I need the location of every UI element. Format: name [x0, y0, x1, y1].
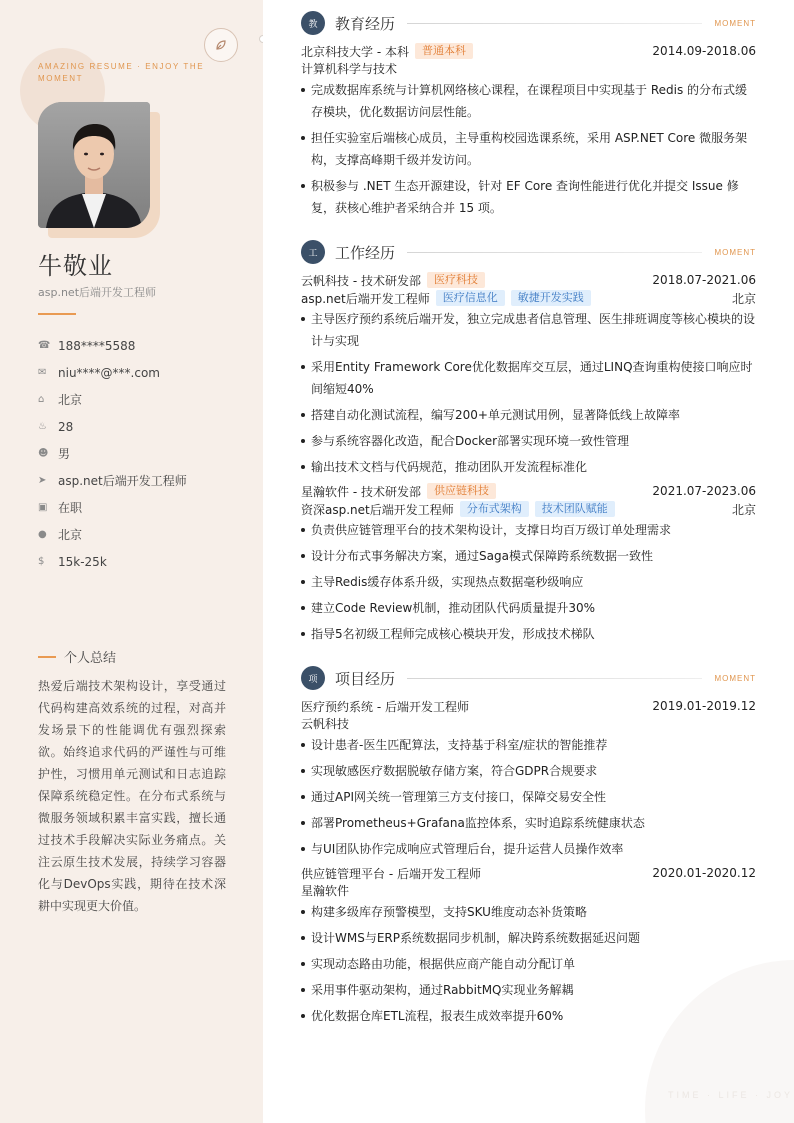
- entry-date: 2018.07-2021.06: [652, 273, 756, 287]
- list-item: 采用事件驱动架构，通过RabbitMQ实现业务解耦: [301, 979, 756, 1001]
- watermark-text: TIME · LIFE · JOY: [668, 1090, 794, 1100]
- entry-role-tag: 敏捷开发实践: [511, 290, 591, 306]
- salary-icon: $: [38, 556, 45, 567]
- entry-role: asp.net后端开发工程师: [301, 291, 430, 306]
- contact-age: [38, 413, 187, 440]
- mail-icon: ✉: [38, 367, 47, 378]
- contact-email: [38, 359, 187, 386]
- entry-header: [301, 271, 756, 289]
- contact-value: 15k-25k: [58, 554, 107, 569]
- entry-header: [301, 697, 756, 715]
- entry-bullets: [301, 308, 756, 478]
- entry-role-row: [301, 500, 756, 518]
- location-icon: ●: [38, 529, 47, 540]
- contact-value: niu****@***.com: [58, 365, 160, 380]
- list-item: 主导Redis缓存体系升级，实现热点数据毫秒级响应: [301, 571, 756, 593]
- contact-target-job: [38, 467, 187, 494]
- section-badge: 项: [301, 666, 325, 690]
- contact-gender: [38, 440, 187, 467]
- list-item: 指导5名初级工程师完成核心模块开发，形成技术梯队: [301, 623, 756, 645]
- list-item: 实现动态路由功能，根据供应商产能自动分配订单: [301, 953, 756, 975]
- entry-header: [301, 864, 756, 882]
- section-moment-label: MOMENT: [714, 247, 756, 257]
- entry-date: 2021.07-2023.06: [652, 484, 756, 498]
- list-item: 积极参与 .NET 生态开源建设，针对 EF Core 查询性能进行优化并提交 Issue 修复，获核心维护者采纳合并 15 项。: [301, 175, 756, 219]
- entry-date: 2019.01-2019.12: [652, 699, 756, 713]
- projects-section: [301, 665, 756, 1027]
- divider: [38, 313, 76, 315]
- contact-location: [38, 521, 187, 548]
- list-item: 负责供应链管理平台的技术架构设计，支撑日均百万级订单处理需求: [301, 519, 756, 541]
- contact-value: asp.net后端开发工程师: [58, 474, 187, 488]
- contact-value: 北京: [58, 393, 83, 407]
- contact-value: 188****5588: [58, 338, 136, 353]
- section-divider: [407, 23, 702, 24]
- list-item: 搭建自动化测试流程，编写200+单元测试用例，显著降低线上故障率: [301, 404, 756, 426]
- work-section: [301, 239, 756, 645]
- contact-value: 男: [58, 447, 71, 461]
- entry-location: 北京: [731, 502, 756, 517]
- avatar: [38, 102, 150, 228]
- list-item: 建立Code Review机制，推动团队代码质量提升30%: [301, 597, 756, 619]
- entry-bullets: [301, 519, 756, 645]
- contact-value: 在职: [58, 501, 83, 515]
- send-icon: ➤: [38, 475, 47, 486]
- contact-hometown: [38, 386, 187, 413]
- contact-status: [38, 494, 187, 521]
- list-item: 设计患者-医生匹配算法，支持基于科室/症状的智能推荐: [301, 734, 756, 756]
- briefcase-icon: ▣: [38, 502, 48, 513]
- tagline: AMAZING RESUME · ENJOY THE MOMENT: [38, 62, 205, 83]
- contact-phone: [38, 332, 187, 359]
- entry-role-row: [301, 289, 756, 307]
- section-moment-label: MOMENT: [714, 673, 756, 683]
- section-badge: 教: [301, 11, 325, 35]
- entry-location: 北京: [731, 291, 756, 306]
- section-title: 教育经历: [335, 14, 396, 33]
- section-title: 工作经历: [335, 243, 396, 262]
- contact-list: [38, 332, 187, 575]
- summary-accent-bar: [38, 656, 56, 658]
- gender-icon: ☻: [38, 448, 49, 459]
- section-badge: 工: [301, 240, 325, 264]
- list-item: 完成数据库系统与计算机网络核心课程，在课程项目中实现基于 Redis 的分布式缓存模块，优化数据访问层性能。: [301, 79, 756, 123]
- entry-role-tag: 技术团队赋能: [535, 501, 615, 517]
- entry-company: 云帆科技: [301, 717, 350, 731]
- section-moment-label: MOMENT: [714, 18, 756, 28]
- decorative-dot: [259, 35, 263, 43]
- entry-tag: 供应链科技: [427, 483, 496, 499]
- summary-heading: [38, 647, 116, 666]
- home-icon: ⌂: [38, 394, 45, 405]
- leaf-icon: [204, 28, 238, 62]
- section-header: [301, 10, 756, 36]
- entry-org: 供应链管理平台 - 后端开发工程师: [301, 866, 481, 881]
- entry-header: [301, 482, 756, 500]
- list-item: 部署Prometheus+Grafana监控体系，实时追踪系统健康状态: [301, 812, 756, 834]
- entry-bullets: [301, 901, 756, 1027]
- entry-org: 云帆科技 - 技术研发部: [301, 273, 421, 288]
- summary-text: 热爱后端技术架构设计，享受通过代码构建高效系统的过程，对高并发场景下的性能调优有强烈探索欲。始终追求代码的严谨性与可维护性，习惯用单元测试和日志追踪保障系统稳定性。在分布式系统与微服务领域积累丰富实践，擅长通过技术手段解决实际业务痛点。关注云原生技术发展，持续学习容器化与DevOps实践，期待在技术深耕中实现更大价值。: [38, 679, 226, 913]
- person-name: 牛敬业: [38, 252, 113, 280]
- entry-org: 北京科技大学 - 本科: [301, 44, 409, 59]
- main-content: [301, 10, 756, 1031]
- entry-company: 星瀚软件: [301, 884, 350, 898]
- contact-value: 北京: [58, 528, 83, 542]
- entry-bullets: [301, 79, 756, 219]
- list-item: 设计WMS与ERP系统数据同步机制，解决跨系统数据延迟问题: [301, 927, 756, 949]
- list-item: 担任实验室后端核心成员，主导重构校园选课系统，采用 ASP.NET Core 微服务架构，支撑高峰期千级并发访问。: [301, 127, 756, 171]
- entry-date: 2014.09-2018.06: [652, 44, 756, 58]
- list-item: 输出技术文档与代码规范，推动团队开发流程标准化: [301, 456, 756, 478]
- list-item: 设计分布式事务解决方案，通过Saga模式保障跨系统数据一致性: [301, 545, 756, 567]
- list-item: 采用Entity Framework Core优化数据库交互层，通过LINQ查询重构使接口响应时间缩短40%: [301, 356, 756, 400]
- entry-tag: 普通本科: [415, 43, 473, 59]
- entry-role-tag: 医疗信息化: [436, 290, 505, 306]
- list-item: 参与系统容器化改造，配合Docker部署实现环境一致性管理: [301, 430, 756, 452]
- cake-icon: ♨: [38, 421, 47, 432]
- contact-salary: [38, 548, 187, 575]
- list-item: 优化数据仓库ETL流程，报表生成效率提升60%: [301, 1005, 756, 1027]
- entry-role: 资深asp.net后端开发工程师: [301, 502, 454, 517]
- sidebar: [0, 0, 263, 1123]
- phone-icon: ☎: [38, 340, 51, 351]
- section-divider: [407, 252, 702, 253]
- section-title: 项目经历: [335, 669, 396, 688]
- entry-date: 2020.01-2020.12: [652, 866, 756, 880]
- list-item: 通过API网关统一管理第三方支付接口，保障交易安全性: [301, 786, 756, 808]
- section-header: [301, 665, 756, 691]
- entry-bullets: [301, 734, 756, 860]
- entry-org: 星瀚软件 - 技术研发部: [301, 484, 421, 499]
- entry-org: 医疗预约系统 - 后端开发工程师: [301, 699, 469, 714]
- entry-tag: 医疗科技: [427, 272, 485, 288]
- list-item: 与UI团队协作完成响应式管理后台，提升运营人员操作效率: [301, 838, 756, 860]
- entry-role-tag: 分布式架构: [460, 501, 529, 517]
- entry-major: 计算机科学与技术: [301, 62, 398, 76]
- section-header: [301, 239, 756, 265]
- list-item: 主导医疗预约系统后端开发，独立完成患者信息管理、医生排班调度等核心模块的设计与实现: [301, 308, 756, 352]
- summary-title: 个人总结: [64, 651, 117, 666]
- education-section: [301, 10, 756, 219]
- list-item: 构建多级库存预警模型，支持SKU维度动态补货策略: [301, 901, 756, 923]
- section-divider: [407, 678, 702, 679]
- list-item: 实现敏感医疗数据脱敏存储方案，符合GDPR合规要求: [301, 760, 756, 782]
- entry-header: [301, 42, 756, 60]
- job-title: asp.net后端开发工程师: [38, 286, 157, 299]
- profile-photo: [38, 102, 150, 228]
- contact-value: 28: [58, 419, 74, 434]
